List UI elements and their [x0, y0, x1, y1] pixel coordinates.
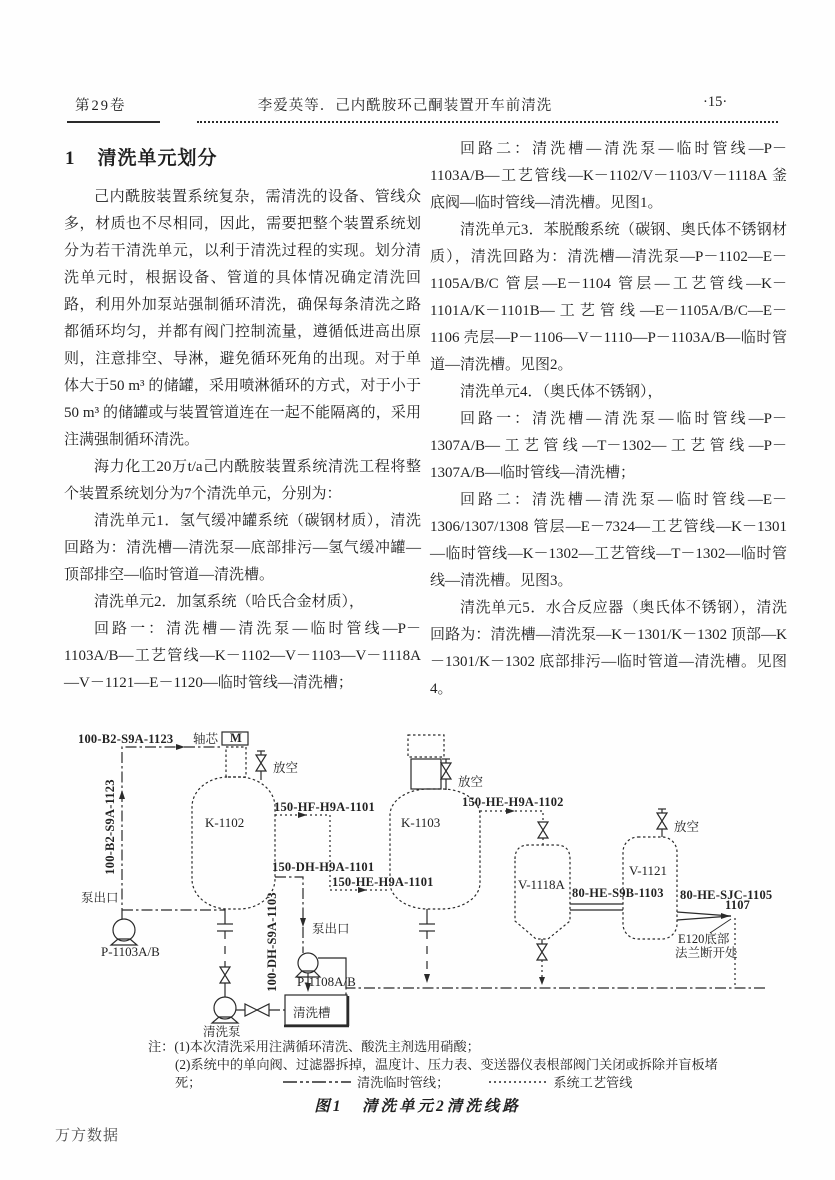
paragraph: 己内酰胺装置系统复杂，需清洗的设备、管线众多，材质也不尽相同，因此，需要把整个装置系统划分为若干清洗单元，以利于清洗过程的实现。划分清洗单元时，根据设备、管道的具体情况确定清洗回路，利用外加泵站强制循环清洗，确保每条清洗之路都循环均匀，并都有阀门控制流量，遵循低进高出原则，注意排空、导淋，避免循环死角的出现。对于单体大于50 m³ 的储罐，采用喷淋循环的方式，对于小于50 m³ 的储罐或与装置管道连在一起不能隔离的，采用注满强制循环清洗。: [64, 189, 421, 448]
paragraph: 清洗单元4．（奥氏体不锈钢），: [460, 384, 663, 400]
v1118a-label: V-1118A: [518, 877, 565, 892]
process-lines: [275, 811, 735, 988]
p1108-label: P-1108A/B: [297, 974, 356, 989]
paragraph: 回路二：清洗槽—清洗泵—临时管线—P－1103A/B—工艺管线—K－1102/V－1103/V－1118A 釜底阀—临时管线—清洗槽。见图1。: [430, 141, 787, 211]
k1103-stack-top: [408, 735, 444, 757]
section-number: 1: [65, 148, 76, 169]
cleaning-tank-label: 清洗槽: [293, 1006, 331, 1020]
temporary-line-left-loop: [122, 747, 225, 919]
figure-1-diagram: [65, 727, 835, 1039]
legend-process-label: 系统工艺管线: [553, 1075, 633, 1090]
vent-valve-1: [256, 751, 266, 780]
paragraph: 回路一：清洗槽—清洗泵—临时管线—P－1103A/B—工艺管线—K－1102—V－1103—V－1118A—V－1121—E－1120—临时管线—清洗槽；: [64, 621, 421, 691]
figure-legend: [283, 1072, 632, 1091]
vessel-k1102: [192, 777, 275, 909]
paragraph: 清洗单元3．苯脱酸系统（碳钢、奥氏体不锈钢材质），清洗回路为：清洗槽—清洗泵—P－1102—E－1105A/B/C 管层—E－1104 管层—工艺管线—K－1101A/K－1101B—工艺管线—E－1105A/B/C—E－1106 壳层—P－1106—V－1110—P－1103A/B—临时管道—清洗槽。见图2。: [430, 222, 787, 373]
pump-outlet-label-left: 泵出口: [81, 891, 119, 905]
e120-note-line2: 法兰断开处: [675, 946, 738, 960]
header-rule-dotted: [197, 121, 778, 123]
k1103-label: K-1103: [401, 815, 441, 830]
pipe-label-s9b1103: 80-HE-S9B-1103: [572, 886, 664, 900]
pipe-label-b2-left: 100-B2-S9A-1123: [103, 779, 117, 875]
pipe-label-dh1103: 100-DH-S9A-1103: [265, 892, 279, 992]
vent-valve-3: [657, 809, 667, 837]
paragraph: 海力化工20万t/a己内酰胺装置系统清洗工程将整个装置系统划分为7个清洗单元，分别为：: [64, 459, 421, 502]
cleaning-pump-label: 清洗泵: [203, 1025, 241, 1039]
section-heading: [65, 143, 218, 170]
pipe-label-dh1101: 150-DH-H9A-1101: [272, 860, 375, 874]
vent-label-3: 放空: [674, 820, 700, 834]
p1103-label: P-1103A/B: [101, 944, 160, 959]
vent-label-2: 放空: [458, 775, 484, 789]
pump-outlet-label-mid: 泵出口: [312, 922, 350, 936]
paragraph: 清洗单元2．加氢系统（哈氏合金材质），: [94, 594, 365, 610]
cleaning-pump: [212, 997, 269, 1023]
page-number: ·15·: [703, 94, 728, 110]
vessel-v1118a: [515, 845, 570, 939]
left-column: [64, 184, 421, 697]
pipe-label-he1101: 150-HE-H9A-1101: [332, 875, 434, 889]
paragraph: 清洗单元5．水合反应器（奥氏体不锈钢），清洗回路为：清洗槽—清洗泵—K－1301/K－1302 顶部—K－1301/K－1302 底部排污—临时管道—清洗槽。见图4。: [430, 600, 787, 697]
k1102-top-nozzle: [226, 747, 246, 777]
note-line-2: (2)系统中的单向阀、过滤器拆掉，温度计、压力表、变送器仪表根部阀门关闭或拆除并盲板堵死；: [175, 1057, 718, 1090]
pipe-label-b2-top: 100-B2-S9A-1123: [78, 732, 174, 746]
motor-label: M: [230, 731, 242, 745]
shaft-label: 轴芯: [193, 732, 219, 746]
legend-dashdot-line: [283, 1078, 351, 1086]
v1118a-inlet-valve: [538, 822, 548, 838]
header-rule-solid: [67, 121, 160, 123]
paragraph: 回路二：清洗槽—清洗泵—临时管线—E－1306/1307/1308 管层—E－7324—工艺管线—K－1301—临时管线—K－1302—工艺管线—T－1302—临时管线—清洗槽。见图3。: [430, 492, 787, 589]
legend-temp-label: 清洗临时管线；: [357, 1075, 450, 1090]
vent-label-1: 放空: [273, 761, 299, 775]
pipe-label-hf1101: 150-HF-H9A-1101: [274, 800, 375, 814]
figure-caption: 图1 清洗单元2清洗线路: [314, 1098, 521, 1115]
v1118a-bottom-valve: [537, 939, 547, 960]
check-valve: [245, 1004, 257, 1016]
right-column: [430, 136, 787, 703]
pipe-label-he1102: 150-HE-H9A-1102: [462, 795, 564, 809]
paragraph: 清洗单元1．氢气缓冲罐系统（碳钢材质），清洗回路为：清洗槽—清洗泵—底部排污—氢气缓冲罐—顶部排空—临时管道—清洗槽。: [64, 513, 421, 583]
pipe-s9b-1103: [570, 904, 623, 910]
pump-p1103: [111, 919, 137, 945]
temporary-return-line: [269, 988, 765, 1010]
k1102-bottom-line: [217, 909, 233, 997]
k1103-stack-neck: [411, 759, 441, 789]
v1121-label: V-1121: [629, 863, 668, 878]
running-title: 李爱英等．己内酰胺环己酮装置开车前清洗: [257, 98, 553, 114]
drain-valve: [220, 967, 230, 983]
note-line-1: 注：(1)本次清洗采用注满循环清洗、酸洗主剂选用硝酸；: [148, 1039, 480, 1054]
k1103-bottom-line: [419, 909, 435, 979]
pipe-label-sjc1105: 80-HE-SJC-1105: [680, 888, 773, 902]
section-title: 清洗单元划分: [97, 148, 218, 169]
e120-note-line1: E120底部: [678, 932, 730, 946]
pipe-label-sjc1107: 1107: [725, 898, 751, 912]
k1102-label: K-1102: [205, 815, 245, 830]
paragraph: 回路一：清洗槽—清洗泵—临时管线—P－1307A/B—工艺管线—T－1302—工艺管线—P－1307A/B—临时管线—清洗槽；: [430, 411, 787, 481]
vent-valve-2: [441, 759, 451, 790]
journal-volume: 第29卷: [75, 98, 127, 114]
watermark: 万方数据: [55, 1128, 120, 1144]
legend-dotted-line: [489, 1078, 547, 1086]
